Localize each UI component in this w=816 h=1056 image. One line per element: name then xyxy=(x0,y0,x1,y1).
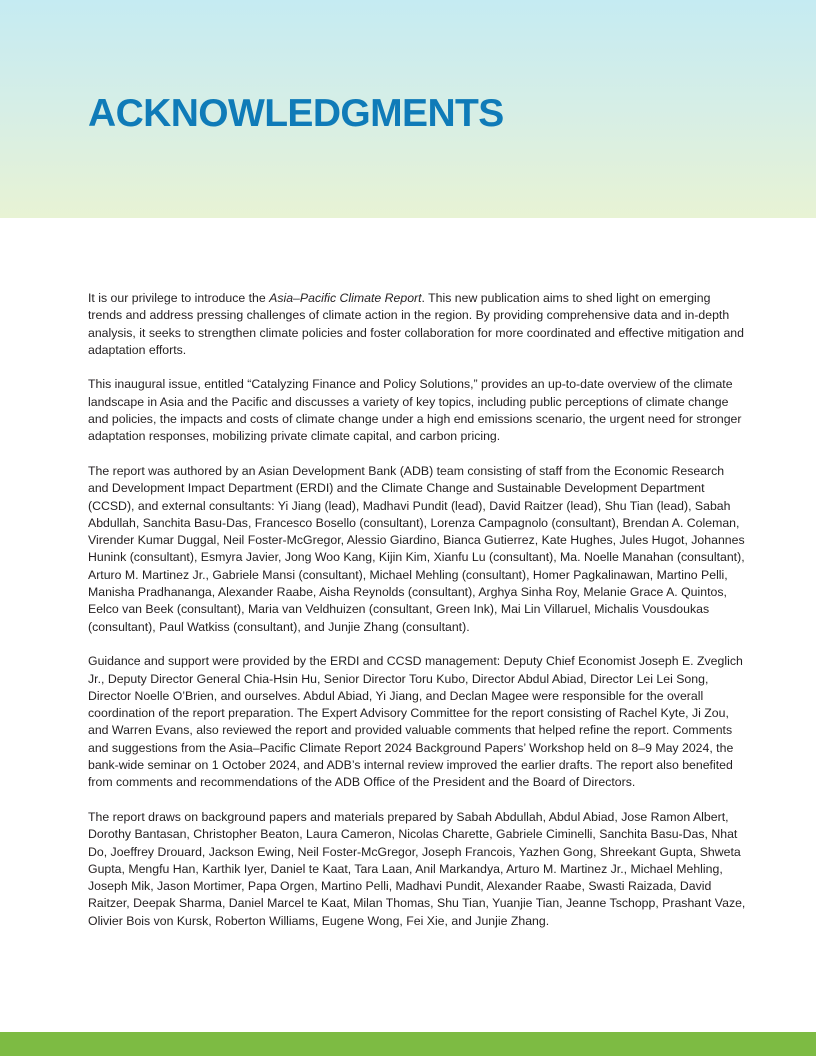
intro-text-after: . This new publication aims to shed light on emerging trends and address pressing challenges of climate action in the region. By providing comprehensive data and in-depth analysis, it seeks to strengthen climate policies and foster collaboration for more coordinated and effective mitigation and adaptation efforts. xyxy=(88,291,744,357)
page-title: ACKNOWLEDGMENTS xyxy=(88,92,504,135)
paragraph-background-papers: The report draws on background papers and materials prepared by Sabah Abdullah, Abdul Abiad, Jose Ramon Albert, Dorothy Bantasan, Christopher Beaton, Laura Cameron, Nicolas Charette, Gabriele Ciminelli, Sanchita Basu-Das, Nhat Do, Joeffrey Drouard, Jackson Ewing, Neil Foster-McGregor, Joseph Francois, Yazhen Gong, Shreekant Gupta, Shweta Gupta, Mengfu Han, Karthik Iyer, Daniel te Kaat, Tara Laan, Anil Markandya, Arturo M. Martinez Jr., Michael Mehling, Joseph Mik, Jason Mortimer, Papa Orgen, Martino Pelli, Madhavi Pundit, Alexander Raabe, Swasti Raizada, David Raitzer, Deepak Sharma, Daniel Marcel te Kaat, Milan Thomas, Shu Tian, Yuanjie Tian, Jeanne Tschopp, Prashant Vaze, Olivier Bois von Kursk, Roberton Williams, Eugene Wong, Fei Xie, and Junjie Zhang. xyxy=(88,809,746,928)
body-text xyxy=(88,290,748,947)
intro-text-before: It is our privilege to introduce the xyxy=(88,291,270,305)
paragraph-inaugural-issue: This inaugural issue, entitled “Catalyzing Finance and Policy Solutions,” provides an up-to-date overview of the climate landscape in Asia and the Pacific and discusses a variety of key topics, including public perceptions of climate change and policies, the impacts and costs of climate change under a high end emissions scenario, the urgent need for stronger adaptation responses, mobilizing private climate capital, and carbon pricing. xyxy=(88,377,742,444)
footer-band xyxy=(0,1032,816,1056)
paragraph-authors: The report was authored by an Asian Development Bank (ADB) team consisting of staff from the Economic Research and Development Impact Department (ERDI) and the Climate Change and Sustainable Development Department (CCSD), and external consultants: Yi Jiang (lead), Madhavi Pundit (lead), David Raitzer (lead), Shu Tian (lead), Sabah Abdullah, Sanchita Basu-Das, Francesco Bosello (consultant), Lorenza Campagnolo (consultant), Brendan A. Coleman, Virender Kumar Duggal, Neil Foster-McGregor, Alessio Giardino, Bianca Gutierrez, Kate Hughes, Jules Hugot, Johannes Hunink (consultant), Esmyra Javier, Jong Woo Kang, Kijin Kim, Xianfu Lu (consultant), Ma. Noelle Manahan (consultant), Arturo M. Martinez Jr., Gabriele Mansi (consultant), Michael Mehling (consultant), Homer Pagkalinawan, Martino Pelli, Manisha Pradhananga, Alexander Raabe, Aisha Reynolds (consultant), Arghya Sinha Roy, Melanie Grace A. Quintos, Eelco van Beek (consultant), Maria van Veldhuizen (consultant, Green Ink), Mai Lin Villaruel, Michalis Vousdoukas (consultant), Paul Watkiss (consultant), and Junjie Zhang (consultant). xyxy=(88,463,745,634)
paragraph-guidance: Guidance and support were provided by the ERDI and CCSD management: Deputy Chief Economist Joseph E. Zveglich Jr., Deputy Director General Chia-Hsin Hu, Senior Director Toru Kubo, Director Abdul Abiad, Director Lei Lei Song, Director Noelle O’Brien, and ourselves. Abdul Abiad, Yi Jiang, and Declan Magee were responsible for the overall coordination of the report preparation. The Expert Advisory Committee for the report consisting of Rachel Kyte, Ji Zou, and Warren Evans, also reviewed the report and provided valuable comments that helped refine the report. Comments and suggestions from the Asia–Pacific Climate Report 2024 Background Papers’ Workshop held on 8–9 May 2024, the bank-wide seminar on 1 October 2024, and ADB’s internal review improved the earlier drafts. The report also benefited from comments and recommendations of the ADB Office of the President and the Board of Directors. xyxy=(88,654,743,790)
paragraph-introduction xyxy=(88,290,748,359)
report-title-italic: Asia–Pacific Climate Report xyxy=(269,291,422,305)
